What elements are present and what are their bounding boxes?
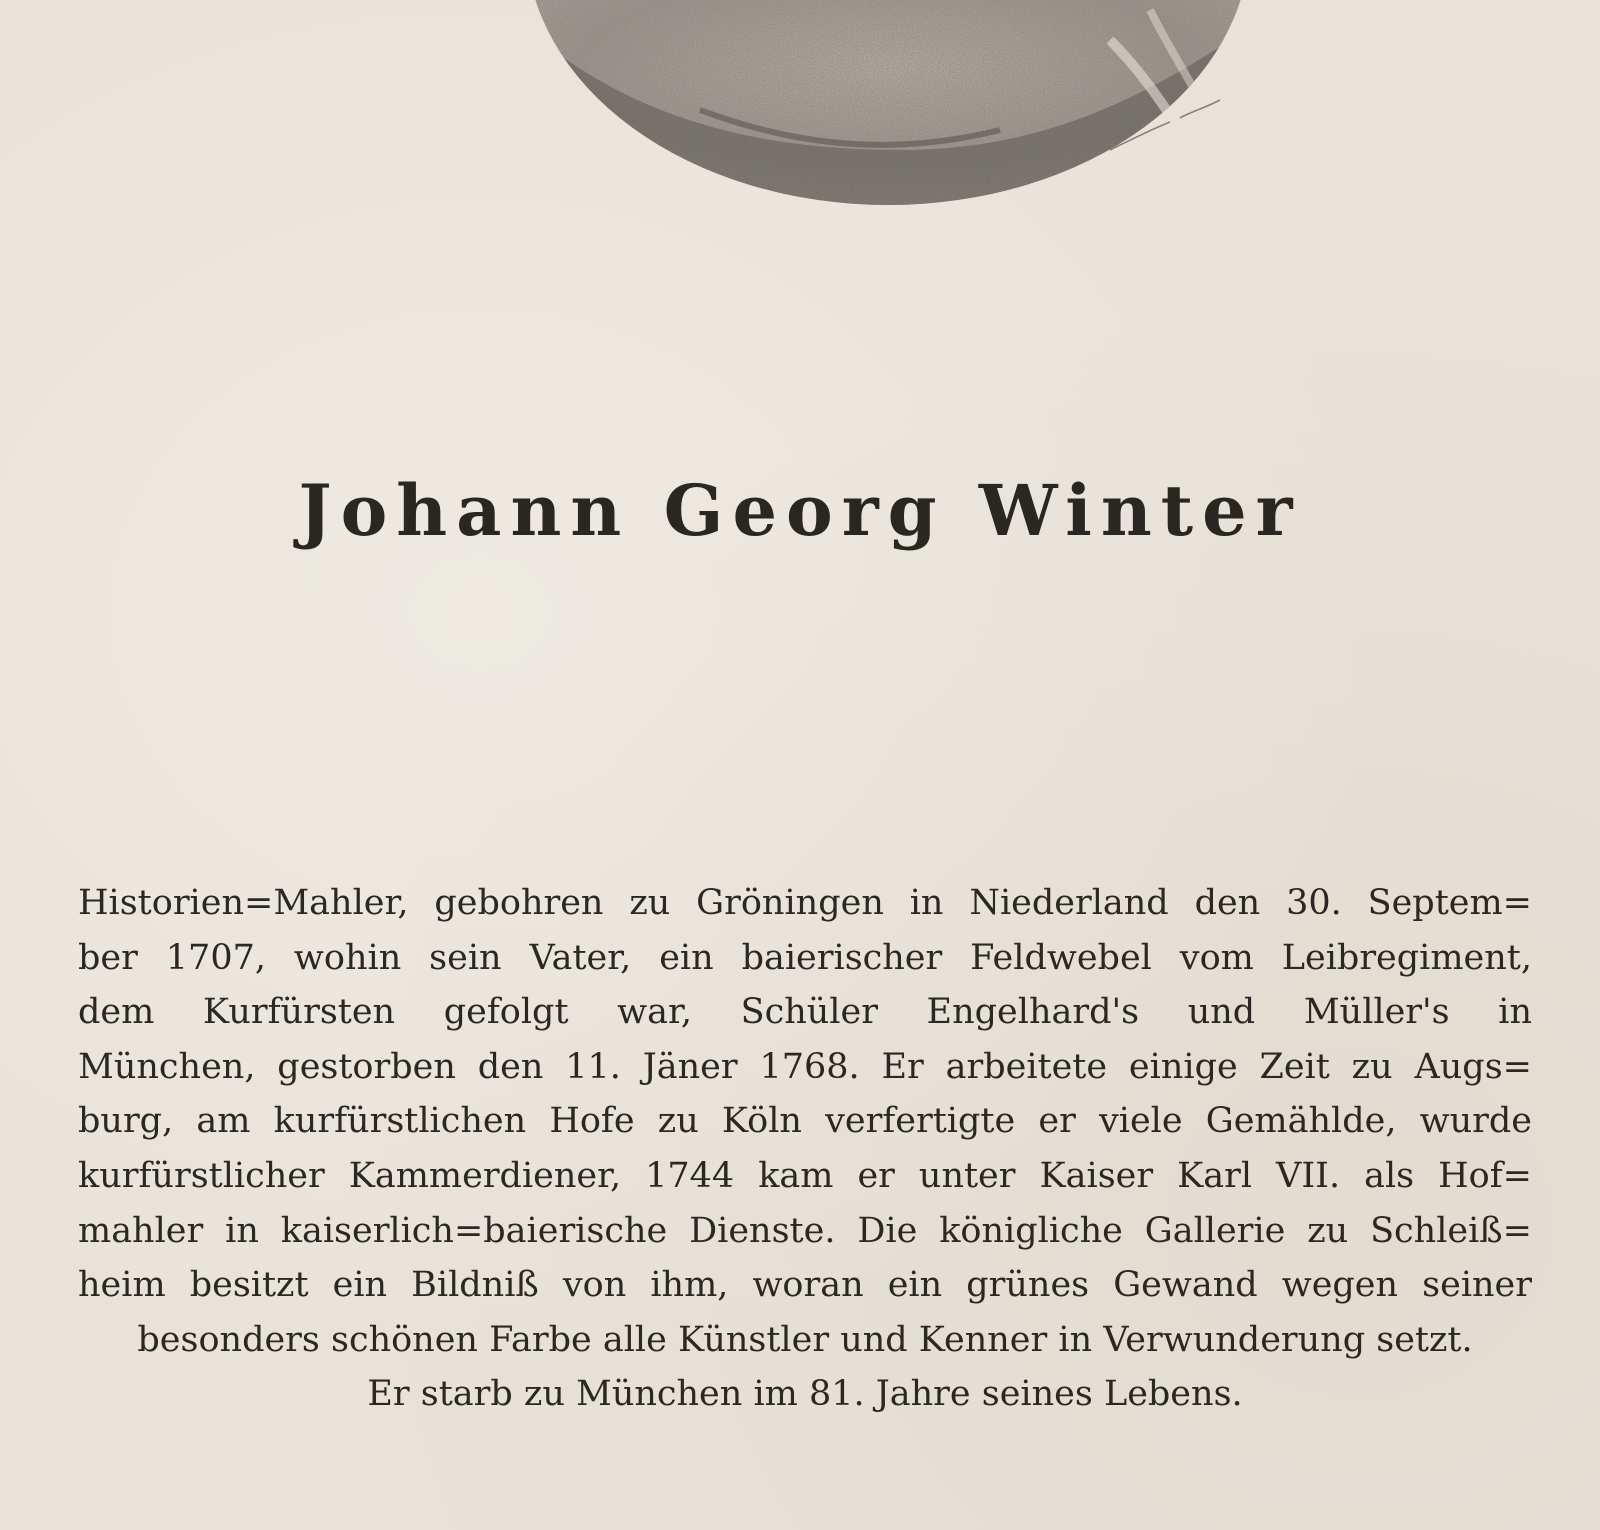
biography-line: burg, am kurfürstlichen Hofe zu Köln verfertigte er viele Gemählde, wurde: [78, 1101, 1532, 1142]
biography-line: besonders schönen Farbe alle Künstler und Kenner in Verwunderung setzt.: [137, 1319, 1473, 1360]
biography-line: dem Kurfürsten gefolgt war, Schüler Engelhard's und Müller's in: [78, 992, 1532, 1033]
biography-line: München, gestorben den 11. Jäner 1768. Er arbeitete einige Zeit zu Augs=: [78, 1046, 1532, 1087]
biography-line: Historien=Mahler, gebohren zu Gröningen in Niederland den 30. Septem=: [78, 883, 1532, 923]
biography-line: heim besitzt ein Bildniß von ihm, woran ein grünes Gewand wegen seiner: [78, 1265, 1532, 1306]
portrait-engraving: [0, 0, 1600, 220]
biography-line: kurfürstlicher Kammerdiener, 1744 kam er unter Kaiser Karl VII. als Hof=: [78, 1155, 1532, 1196]
portrait-title: Johann Georg Winter: [298, 469, 1302, 552]
biography-line: ber 1707, wohin sein Vater, ein baierischer Feldwebel vom Leibregiment,: [78, 937, 1532, 978]
biography-line: mahler in kaiserlich=baierische Dienste. Die königliche Gallerie zu Schleiß=: [78, 1210, 1532, 1251]
biography-text: [78, 876, 1532, 1422]
biography-line: Er starb zu München im 81. Jahre seines Lebens.: [367, 1374, 1243, 1415]
